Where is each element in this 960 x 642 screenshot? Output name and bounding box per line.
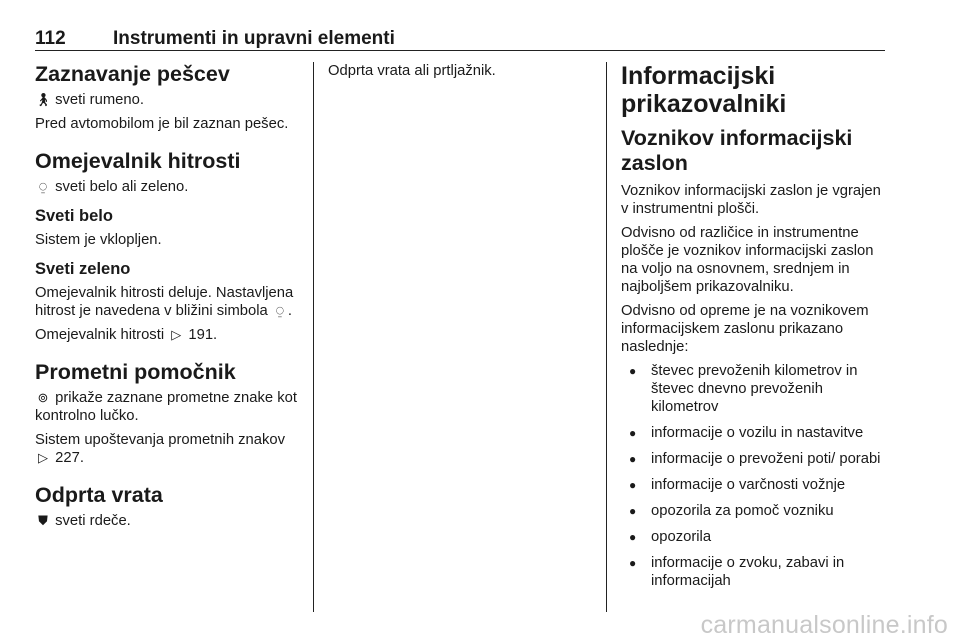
text: Sistem upoštevanja prometnih znakov	[35, 432, 286, 448]
list-item: ● informacije o vozilu in nastavitve	[621, 424, 891, 442]
paragraph: Odprta vrata ali prtljažnik.	[328, 63, 496, 79]
list-item: ● informacije o zvoku, zabavi in informacijah	[621, 554, 891, 590]
column-divider	[606, 62, 607, 612]
page-header	[35, 14, 885, 51]
paragraph: Odvisno od različice in instrumentne plošče je voznikov informacijski zaslon na voljo na osnovnem, srednjem in najboljšem prikazovalniku.	[621, 225, 874, 295]
list-item: ● opozorila za pomoč vozniku	[621, 502, 891, 520]
list-item: ● števec prevoženih kilometrov in števec dnevno prevoženih kilometrov	[621, 362, 891, 416]
page-ref: 191.	[188, 327, 218, 343]
section-heading: Voznikov informacijski zaslon	[621, 126, 853, 175]
arrow-reference-icon: ▷	[38, 450, 48, 465]
paragraph: Voznikov informacijski zaslon je vgrajen v instrumentni plošči.	[621, 183, 881, 217]
paragraph	[35, 431, 297, 467]
speed-limiter-icon: ⍜	[39, 179, 47, 194]
text: Omejevalnik hitrosti deluje. Nastavljena hitrost je navedena v bližini simbola	[35, 285, 294, 319]
speed-limiter-icon: ⍜	[275, 303, 284, 318]
list-item: ● opozorila	[621, 528, 891, 546]
text: sveti belo ali zeleno.	[55, 179, 189, 195]
column-1	[35, 62, 297, 536]
column-divider	[313, 62, 314, 612]
traffic-assist-icon: ⊚	[37, 390, 49, 405]
subheading: Sveti zeleno	[35, 260, 131, 278]
list-item: ● informacije o varčnosti vožnje	[621, 476, 891, 494]
arrow-reference-icon: ▷	[171, 327, 182, 342]
bullet-list	[621, 362, 891, 590]
section-heading: Zaznavanje pešcev	[35, 62, 230, 86]
chapter-heading: Informacijski prikazovalniki	[621, 62, 787, 118]
column-2	[328, 62, 590, 86]
paragraph: Odvisno od opreme je na voznikovem informacijskem zaslonu prikazano naslednje:	[621, 303, 869, 355]
text: prikaže zaznane prometne znake kot kontrolno lučko.	[35, 390, 297, 424]
page-ref: 227.	[55, 450, 84, 466]
list-item: ● informacije o prevoženi poti/ porabi	[621, 450, 891, 468]
text: Omejevalnik hitrosti	[35, 327, 165, 343]
page-title: Instrumenti in upravni elementi	[113, 28, 395, 49]
section-heading: Omejevalnik hitrosti	[35, 149, 241, 173]
paragraph	[35, 178, 297, 196]
section-heading: Odprta vrata	[35, 483, 163, 507]
cross-reference	[35, 326, 297, 344]
pedestrian-icon: 🚶︎	[35, 92, 52, 107]
section-heading: Prometni pomočnik	[35, 360, 236, 384]
paragraph: Pred avtomobilom je bil zaznan pešec.	[35, 116, 289, 132]
paragraph: Sistem je vklopljen.	[35, 232, 162, 248]
subheading: Sveti belo	[35, 207, 113, 225]
paragraph: Omejevalnik hitrosti deluje. Nastavljena hitrost je navedena v bližini simbola ⍜ .	[35, 285, 294, 319]
paragraph	[35, 512, 297, 530]
paragraph	[35, 91, 297, 109]
paragraph	[35, 389, 297, 425]
text: sveti rdeče.	[55, 513, 131, 529]
watermark: carmanualsonline.info	[700, 611, 948, 639]
text: sveti rumeno.	[55, 92, 144, 108]
page-number: 112	[35, 28, 66, 49]
column-3	[621, 62, 891, 598]
door-open-icon: ⛊	[38, 513, 48, 528]
